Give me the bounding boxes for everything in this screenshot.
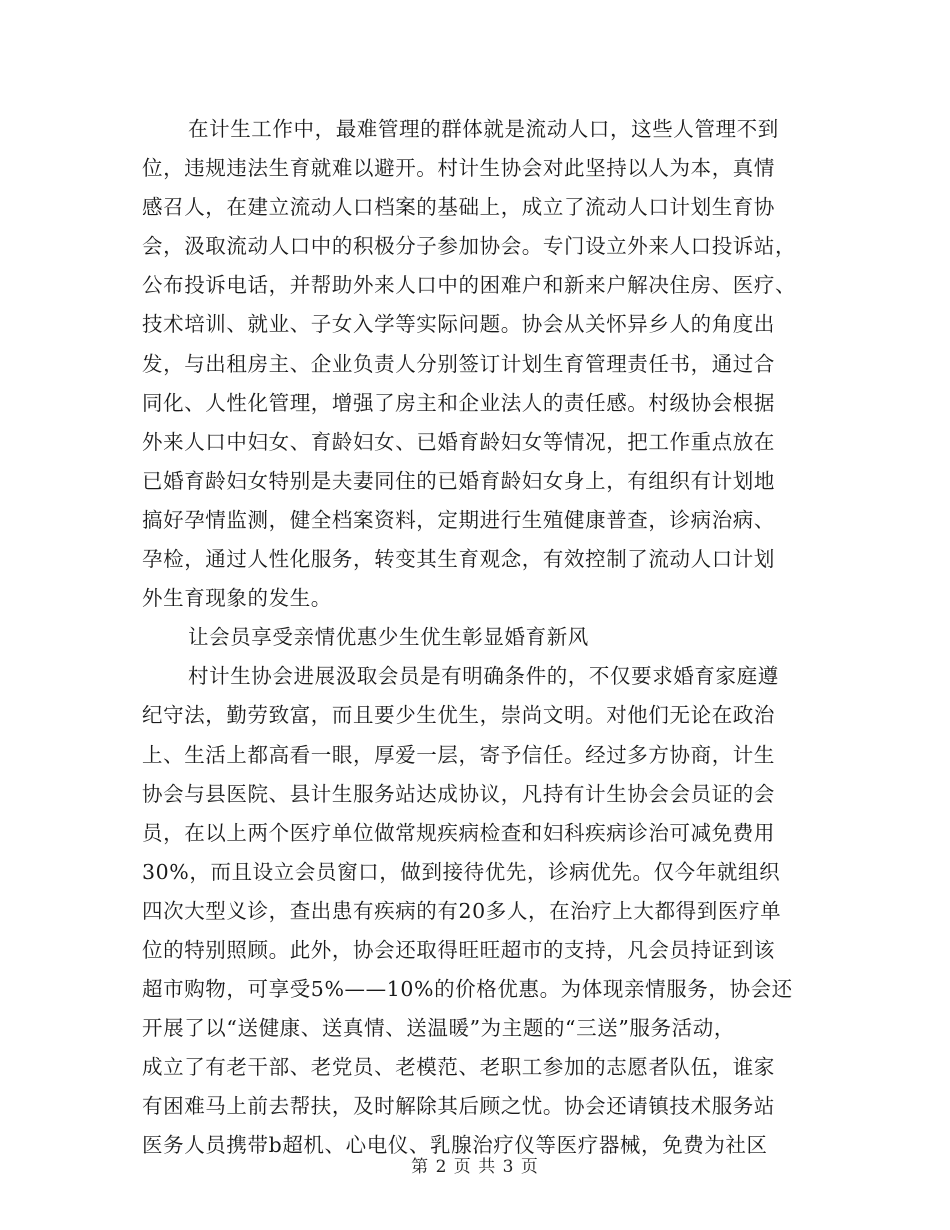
text-line: 员，在以上两个医疗单位做常规疾病检查和妇科疾病诊治可减免费用 bbox=[142, 820, 775, 845]
text-line: 孕检，通过人性化服务，转变其生育观念，有效控制了流动人口计划 bbox=[142, 547, 775, 572]
text-line: 同化、人性化管理，增强了房主和企业法人的责任感。村级协会根据 bbox=[142, 390, 775, 415]
text-line: 感召人，在建立流动人口档案的基础上，成立了流动人口计划生育协 bbox=[142, 195, 775, 220]
text-line: 村计生协会进展汲取会员是有明确条件的，不仅要求婚育家庭遵 bbox=[188, 664, 779, 689]
text-line: 发，与出租房主、企业负责人分别签订计划生育管理责任书，通过合 bbox=[142, 351, 775, 376]
paragraph-migrant-management bbox=[142, 110, 812, 618]
document-body bbox=[142, 110, 812, 1166]
text-line: 30%，而且设立会员窗口，做到接待优先，诊病优先。仅今年就组织 bbox=[142, 859, 781, 884]
text-line: 四次大型义诊，查出患有疾病的有20多人，在治疗上大都得到医疗单 bbox=[142, 898, 782, 923]
text-line: 外生育现象的发生。 bbox=[142, 586, 332, 611]
text-line: 会，汲取流动人口中的积极分子参加协会。专门设立外来人口投诉站， bbox=[142, 234, 797, 259]
text-line: 有困难马上前去帮扶，及时解除其后顾之忧。协会还请镇技术服务站 bbox=[142, 1094, 775, 1119]
text-line: 纪守法，勤劳致富，而且要少生优生，崇尚文明。对他们无论在政治 bbox=[142, 703, 775, 728]
section-heading bbox=[142, 618, 812, 657]
text-line: 上、生活上都高看一眼，厚爱一层，寄予信任。经过多方协商，计生 bbox=[142, 742, 775, 767]
text-line: 已婚育龄妇女特别是夫妻同住的已婚育龄妇女身上，有组织有计划地 bbox=[142, 468, 775, 493]
text-line: 开展了以“送健康、送真情、送温暖”为主题的“三送”服务活动， bbox=[142, 1016, 735, 1041]
heading-line: 让会员享受亲情优惠少生优生彰显婚育新风 bbox=[188, 625, 589, 650]
text-line: 协会与县医院、县计生服务站达成协议，凡持有计生协会会员证的会 bbox=[142, 781, 775, 806]
text-line: 公布投诉电话，并帮助外来人口中的困难户和新来户解决住房、医疗、 bbox=[142, 273, 797, 298]
text-line: 外来人口中妇女、育龄妇女、已婚育龄妇女等情况，把工作重点放在 bbox=[142, 429, 775, 454]
text-line: 搞好孕情监测，健全档案资料，定期进行生殖健康普查，诊病治病、 bbox=[142, 507, 775, 532]
text-line: 成立了有老干部、老党员、老模范、老职工参加的志愿者队伍，谁家 bbox=[142, 1055, 775, 1080]
text-line: 超市购物，可享受5%——10%的价格优惠。为体现亲情服务，协会还 bbox=[142, 977, 793, 1002]
text-line: 在计生工作中，最难管理的群体就是流动人口，这些人管理不到 bbox=[188, 117, 779, 141]
text-line: 医务人员携带b超机、心电仪、乳腺治疗仪等医疗器械，免费为社区 bbox=[142, 1133, 768, 1158]
text-line: 技术培训、就业、子女入学等实际问题。协会从关怀异乡人的角度出 bbox=[142, 312, 775, 337]
page-number-footer: 第 2 页 共 3 页 bbox=[411, 1157, 539, 1177]
paragraph-member-benefits bbox=[142, 657, 812, 1165]
text-line: 位的特别照顾。此外，协会还取得旺旺超市的支持，凡会员持证到该 bbox=[142, 937, 775, 962]
text-line: 位，违规违法生育就难以避开。村计生协会对此坚持以人为本，真情 bbox=[142, 156, 775, 181]
